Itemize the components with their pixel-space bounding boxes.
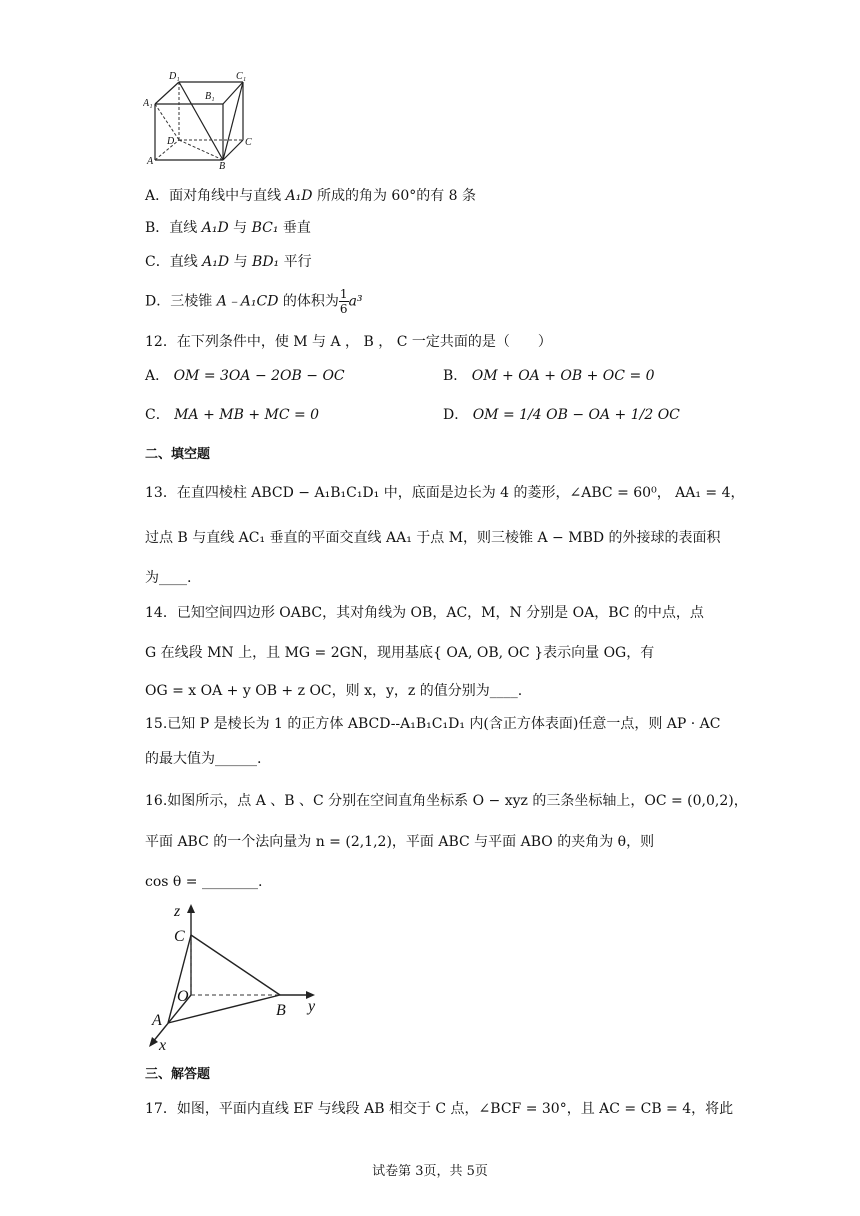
q11-option-c-line2: BD₁ <box>252 254 280 270</box>
point-label-c: C <box>174 928 185 945</box>
q11-option-b-line1: A₁D <box>201 220 229 236</box>
q11-option-a-line: A₁D <box>285 188 313 204</box>
cube-label-d1: D₁ <box>169 71 180 82</box>
section-answer-title: 三、解答题 <box>145 1067 211 1082</box>
section-fill-in-title: 二、填空题 <box>145 447 211 462</box>
point-label-b: B <box>276 1002 286 1019</box>
page-footer: 试卷第 3页，共 5页 <box>372 1164 488 1179</box>
q13-line2: 过点 B 与直线 AC₁ 垂直的平面交直线 AA₁ 于点 M，则三棱锥 A − MBD 的外接球的表面积 <box>145 530 721 546</box>
cube-figure <box>143 68 253 172</box>
cube-label-a: A <box>147 156 154 167</box>
q11-option-c-line1: A₁D <box>202 254 230 270</box>
q17-line1: 17．如图，平面内直线 EF 与线段 AB 相交于 C 点，∠BCF = 30°，且 AC = CB = 4，将此 <box>145 1101 734 1117</box>
q12-option-c <box>145 405 319 425</box>
q11-option-c-mid: 与 <box>229 254 253 270</box>
q14-line2: G 在线段 MN 上，且 MG = 2GN，现用基底{ OA, OB, OC }表示向量 OG，有 <box>145 645 655 661</box>
cube-label-b: B <box>219 161 226 172</box>
q11-option-d-mid: 的体积为 <box>278 293 339 310</box>
q12-option-b <box>443 366 655 386</box>
q11-option-c <box>145 252 312 272</box>
q15-line1: 15.已知 P 是棱长为 1 的正方体 ABCD--A₁B₁C₁D₁ 内(含正方体表面)任意一点，则 AP · AC <box>145 716 721 732</box>
q13-line3: 为____. <box>145 570 192 586</box>
q11-option-d-solid: A﹣A₁CD <box>216 293 279 310</box>
cube-label-a1: A₁ <box>143 98 153 109</box>
axis-label-y: y <box>308 998 316 1015</box>
q12-option-d-expr: OM = 1/4 OB − OA + 1/2 OC <box>472 407 680 423</box>
q12-option-c-label: C． <box>145 407 170 423</box>
q12-option-b-expr: OM + OA + OB + OC = 0 <box>471 368 655 384</box>
q11-option-b <box>145 218 311 238</box>
q11-option-c-pre: C．直线 <box>145 254 203 270</box>
q11-option-a-pre: A．面对角线中与直线 <box>145 188 286 204</box>
coordinate-axes-figure <box>140 898 340 1058</box>
point-label-a: A <box>152 1012 162 1029</box>
axis-label-x: x <box>159 1037 167 1054</box>
q16-line2: 平面 ABC 的一个法向量为 n = (2,1,2)，平面 ABC 与平面 ABO 的夹角为 θ，则 <box>145 834 655 850</box>
q11-option-b-pre: B．直线 <box>145 220 202 236</box>
q12-option-a <box>145 366 345 386</box>
q11-option-c-post: 平行 <box>279 254 312 270</box>
q16-line3: cos θ = ________. <box>145 874 263 890</box>
fraction-numerator: 1 <box>339 287 348 301</box>
cube-label-c1: C₁ <box>236 71 247 82</box>
q11-option-d-pre: D．三棱锥 <box>145 293 217 310</box>
q12-option-b-label: B． <box>443 368 468 384</box>
q12-option-a-expr: OM = 3OA − 2OB − OC <box>173 368 345 384</box>
q11-option-b-mid: 与 <box>228 220 252 236</box>
q13-line1: 13．在直四棱柱 ABCD − A₁B₁C₁D₁ 中，底面是边长为 4 的菱形，∠ABC = 60⁰， AA₁ = 4， <box>145 485 745 501</box>
q12-option-a-label: A． <box>145 368 170 384</box>
q11-option-a <box>145 186 476 206</box>
q12-option-c-expr: MA + MB + MC = 0 <box>174 407 320 423</box>
q11-option-b-post: 垂直 <box>278 220 311 236</box>
q12-option-d-label: D． <box>443 407 469 423</box>
q11-option-a-post: 所成的角为 60°的有 8 条 <box>312 188 477 204</box>
axis-label-z: z <box>174 903 181 920</box>
q12-option-d <box>443 405 680 425</box>
q14-line3: OG = x OA + y OB + z OC，则 x，y，z 的值分别为____. <box>145 683 523 699</box>
q12-stem: 12．在下列条件中，使 M 与 A ， B ， C 一定共面的是（ ） <box>145 334 552 350</box>
q16-line1: 16.如图所示，点 A 、B 、C 分别在空间直角坐标系 O − xyz 的三条坐标轴上，OC = (0,0,2)， <box>145 793 748 809</box>
cube-label-c: C <box>245 137 252 148</box>
fraction-denominator: 6 <box>339 302 348 316</box>
q15-line2: 的最大值为______. <box>145 751 262 767</box>
q11-option-d-fraction <box>339 287 349 316</box>
cube-label-b1: B₁ <box>205 91 215 102</box>
q11-option-d-tail: a³ <box>348 293 363 310</box>
q11-option-b-line2: BC₁ <box>251 220 279 236</box>
point-label-o: O <box>177 988 189 1005</box>
q14-line1: 14．已知空间四边形 OABC，其对角线为 OB，AC，M，N 分别是 OA，BC 的中点，点 <box>145 605 704 621</box>
cube-label-d: D <box>167 136 175 147</box>
q11-option-d <box>145 287 363 316</box>
